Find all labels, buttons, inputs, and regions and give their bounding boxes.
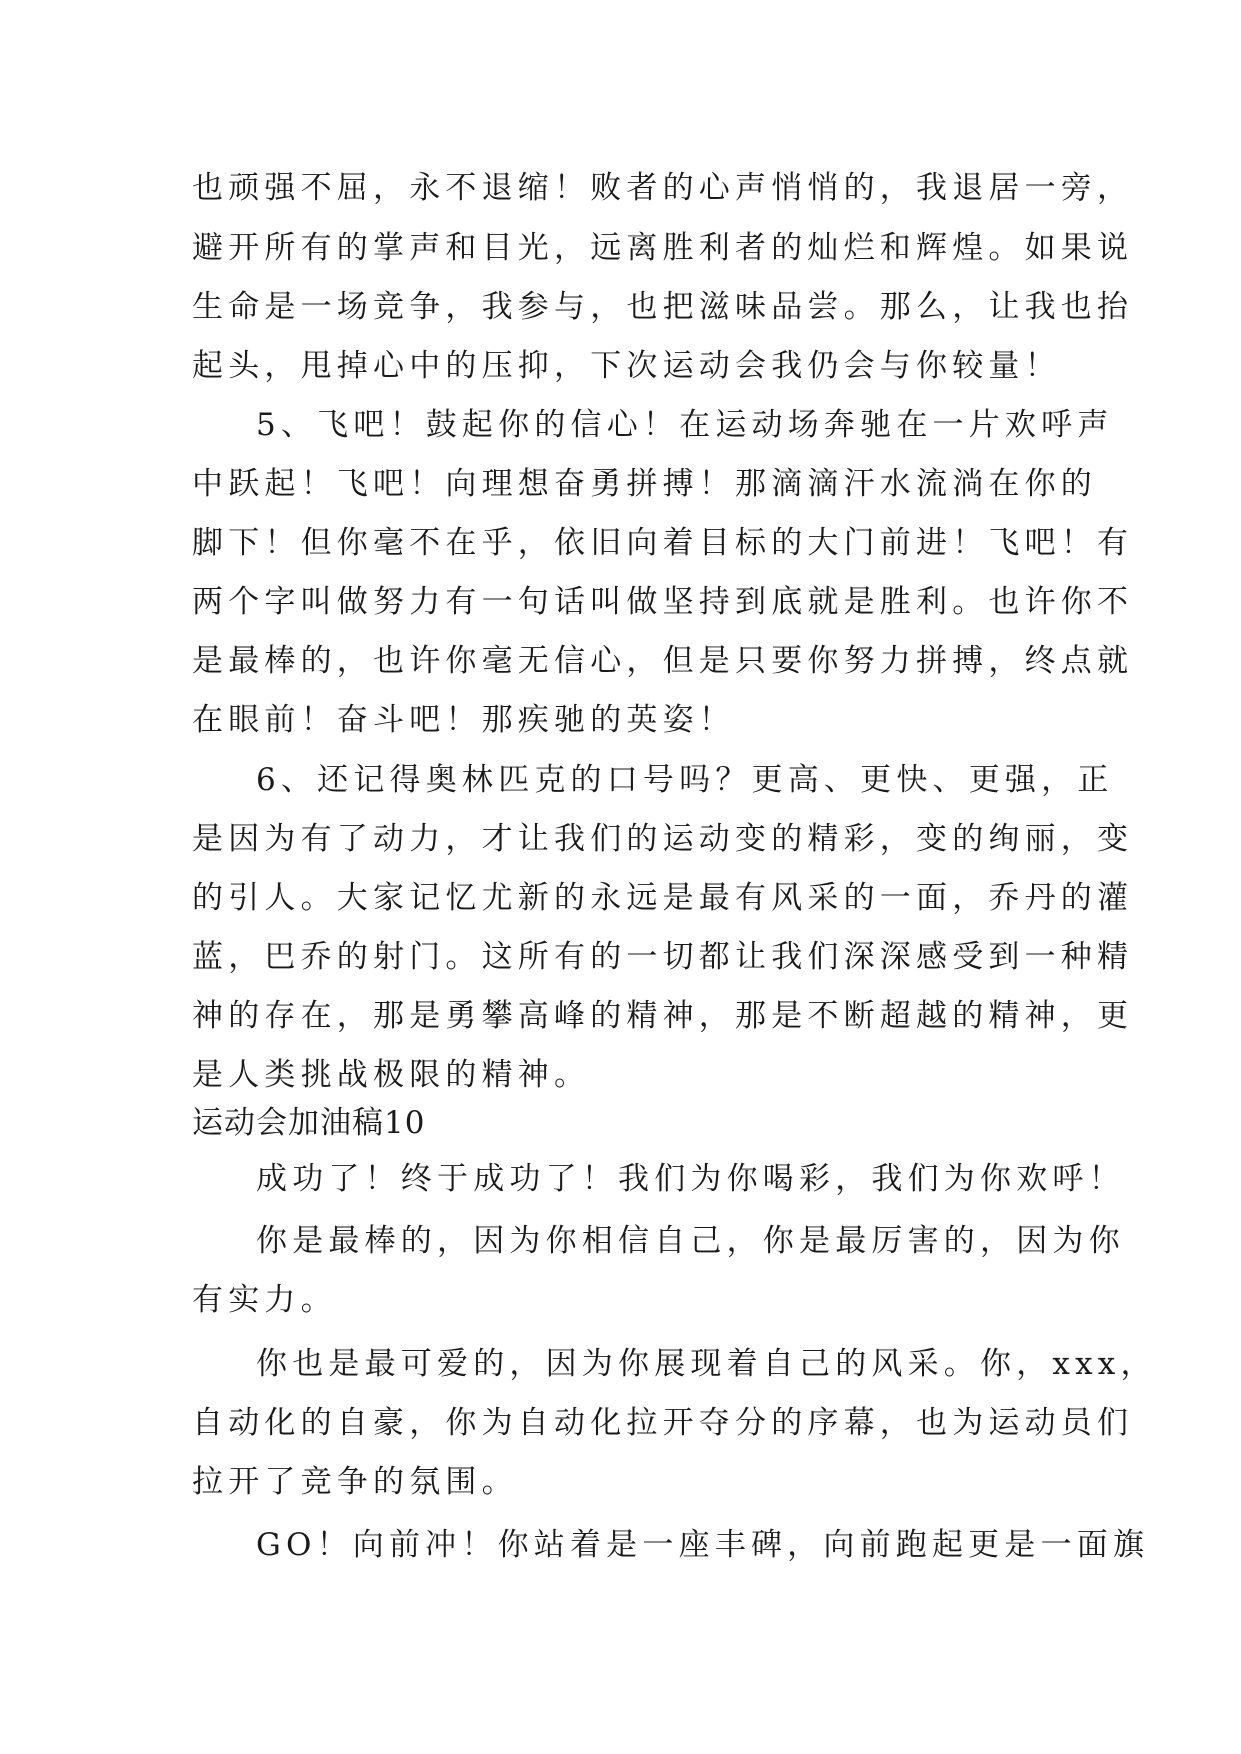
- paragraph-line: 也顽强不屈，永不退缩！败者的心声悄悄的，我退居一旁，: [192, 170, 1134, 206]
- paragraph-line: 你是最棒的，因为你相信自己，你是最厉害的，因为你: [256, 1223, 1125, 1259]
- paragraph-line: 神的存在，那是勇攀高峰的精神，那是不断超越的精神，更: [192, 998, 1134, 1034]
- paragraph-line: 5、飞吧！鼓起你的信心！在运动场奔驰在一片欢呼声: [256, 407, 1114, 443]
- paragraph-line: 脚下！但你毫不在乎，依旧向着目标的大门前进！飞吧！有: [192, 525, 1134, 561]
- paragraph-line: 拉开了竞争的氛围。: [192, 1464, 518, 1500]
- paragraph-line: 的引人。大家记忆尤新的永远是最有风采的一面，乔丹的灌: [192, 880, 1134, 916]
- paragraph-line: 自动化的自豪，你为自动化拉开夺分的序幕，也为运动员们: [192, 1405, 1134, 1441]
- paragraph-line: 成功了！终于成功了！我们为你喝彩，我们为你欢呼！: [256, 1161, 1125, 1197]
- paragraph-line: 生命是一场竞争，我参与，也把滋味品尝。那么，让我也抬: [192, 289, 1134, 325]
- paragraph-line: 蓝，巴乔的射门。这所有的一切都让我们深深感受到一种精: [192, 939, 1134, 975]
- section-title: 运动会加油稿10: [192, 1105, 426, 1141]
- paragraph-line: 是因为有了动力，才让我们的运动变的精彩，变的绚丽，变: [192, 821, 1134, 857]
- paragraph-line: 在眼前！奋斗吧！那疾驰的英姿！: [192, 702, 735, 738]
- paragraph-line: 6、还记得奥林匹克的口号吗？更高、更快、更强，正: [256, 762, 1114, 798]
- paragraph-line: 中跃起！飞吧！向理想奋勇拼搏！那滴滴汗水流淌在你的: [192, 466, 1097, 502]
- paragraph-line: 有实力。: [192, 1282, 337, 1318]
- paragraph-line: 是人类挑战极限的精神。: [192, 1057, 591, 1093]
- paragraph-line: 起头，甩掉心中的压抑，下次运动会我仍会与你较量！: [192, 348, 1061, 384]
- paragraph-line: 你也是最可爱的，因为你展现着自己的风采。你，xxx，: [256, 1346, 1157, 1382]
- paragraph-line: 是最棒的，也许你毫无信心，但是只要你努力拼搏，终点就: [192, 643, 1134, 679]
- paragraph-line: 两个字叫做努力有一句话叫做坚持到底就是胜利。也许你不: [192, 584, 1134, 620]
- paragraph-line: GO！向前冲！你站着是一座丰碑，向前跑起更是一面旗: [256, 1527, 1150, 1563]
- paragraph-line: 避开所有的掌声和目光，远离胜利者的灿烂和辉煌。如果说: [192, 230, 1134, 266]
